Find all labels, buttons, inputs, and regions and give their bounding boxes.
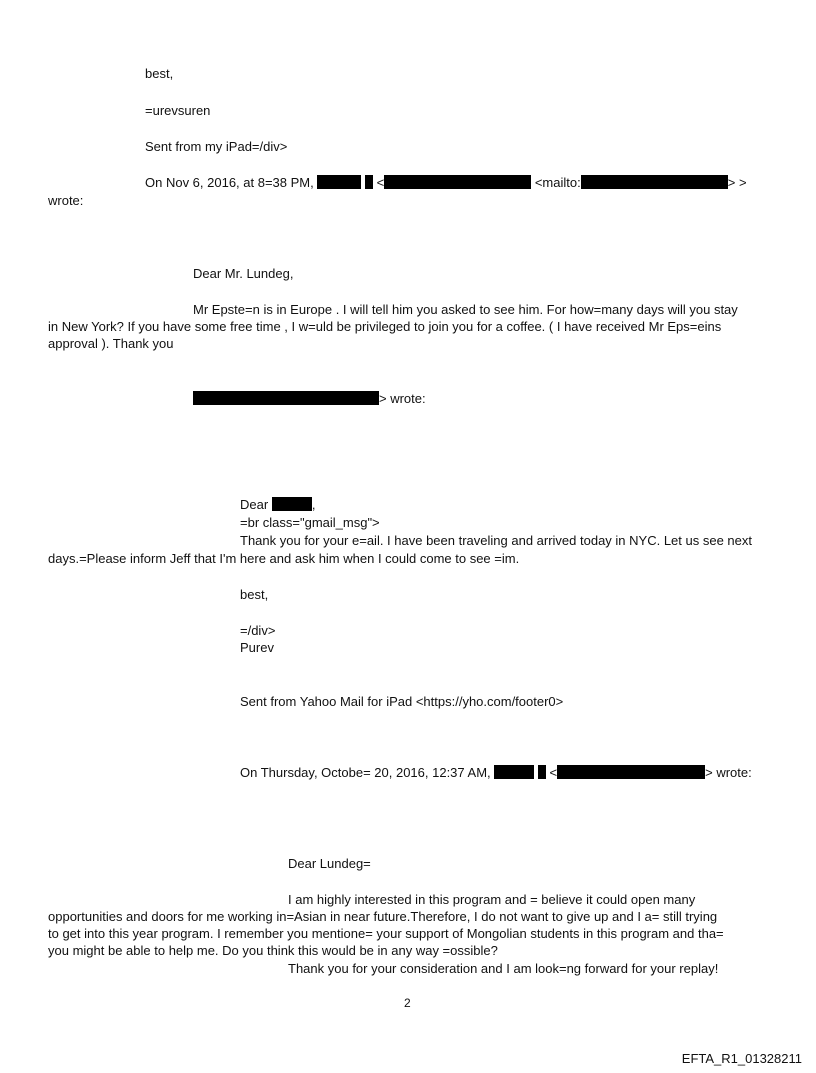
dear-label: Dear xyxy=(240,497,269,512)
document-id: EFTA_R1_01328211 xyxy=(681,1051,802,1066)
redaction-bar xyxy=(193,391,379,405)
closing-best: best, xyxy=(240,587,269,602)
signature-purev: Purev xyxy=(240,640,274,655)
html-artifact: =/div> xyxy=(240,623,276,638)
greeting-dear-lundeg: Dear Lundeg= xyxy=(288,856,371,871)
comma: , xyxy=(311,497,316,512)
reply-header-date: On Nov 6, 2016, at 8=38 PM, xyxy=(145,175,314,190)
sent-from-yahoo: Sent from Yahoo Mail for iPad <https://yho.com/footer0> xyxy=(240,694,564,709)
body-line: in New York? If you have some free time , I w=uld be privileged to join you for a coffee. ( I have received Mr Eps=eins xyxy=(48,319,722,334)
gtgt-text: > > xyxy=(727,175,747,190)
redaction-bar xyxy=(272,497,312,511)
body-line: days.=Please inform Jeff that I'm here and ask him when I could come to see =im. xyxy=(48,551,520,566)
sent-from-ipad: Sent from my iPad=/div> xyxy=(145,139,288,154)
redaction-bar xyxy=(538,765,546,779)
reply-header-nov6 xyxy=(145,175,747,191)
lt-sign: < xyxy=(549,765,558,780)
dear-redacted xyxy=(240,497,315,513)
body-line: you might be able to help me. Do you think this would be in any way =ossible? xyxy=(48,943,498,958)
redaction-bar xyxy=(557,765,705,779)
wrote-label: > wrote: xyxy=(379,391,426,406)
body-line: approval ). Thank you xyxy=(48,336,174,351)
body-line: I am highly interested in this program and = believe it could open many xyxy=(288,892,696,907)
lt-sign: < xyxy=(376,175,385,190)
wrote-label: wrote: xyxy=(48,193,84,208)
body-line: to get into this year program. I remember you mentione= your support of Mongolian students in this program and tha= xyxy=(48,926,724,941)
greeting-mr-lundeg: Dear Mr. Lundeg, xyxy=(193,266,294,281)
reply-header-oct20 xyxy=(240,765,752,781)
page-number: 2 xyxy=(404,996,411,1010)
redaction-bar xyxy=(384,175,531,189)
wrote-line-redacted xyxy=(193,391,426,407)
body-line: Mr Epste=n is in Europe . I will tell him you asked to see him. For how=many days will you stay xyxy=(193,302,738,317)
mailto-text: <mailto: xyxy=(534,175,581,190)
closing-best: best, xyxy=(145,66,174,81)
reply-header-date: On Thursday, Octobe= 20, 2016, 12:37 AM, xyxy=(240,765,491,780)
html-artifact: =br class="gmail_msg"> xyxy=(240,515,380,530)
wrote-label: > wrote: xyxy=(705,765,752,780)
body-line: Thank you for your consideration and I am look=ng forward for your replay! xyxy=(288,961,719,976)
body-line: opportunities and doors for me working in=Asian in near future.Therefore, I do not want to give up and I a= still trying xyxy=(48,909,718,924)
redaction-bar xyxy=(365,175,373,189)
redaction-bar xyxy=(317,175,361,189)
body-line: Thank you for your e=ail. I have been traveling and arrived today in NYC. Let us see next xyxy=(240,533,752,548)
redaction-bar xyxy=(494,765,534,779)
signature-urevsuren: =urevsuren xyxy=(145,103,211,118)
redaction-bar xyxy=(581,175,728,189)
